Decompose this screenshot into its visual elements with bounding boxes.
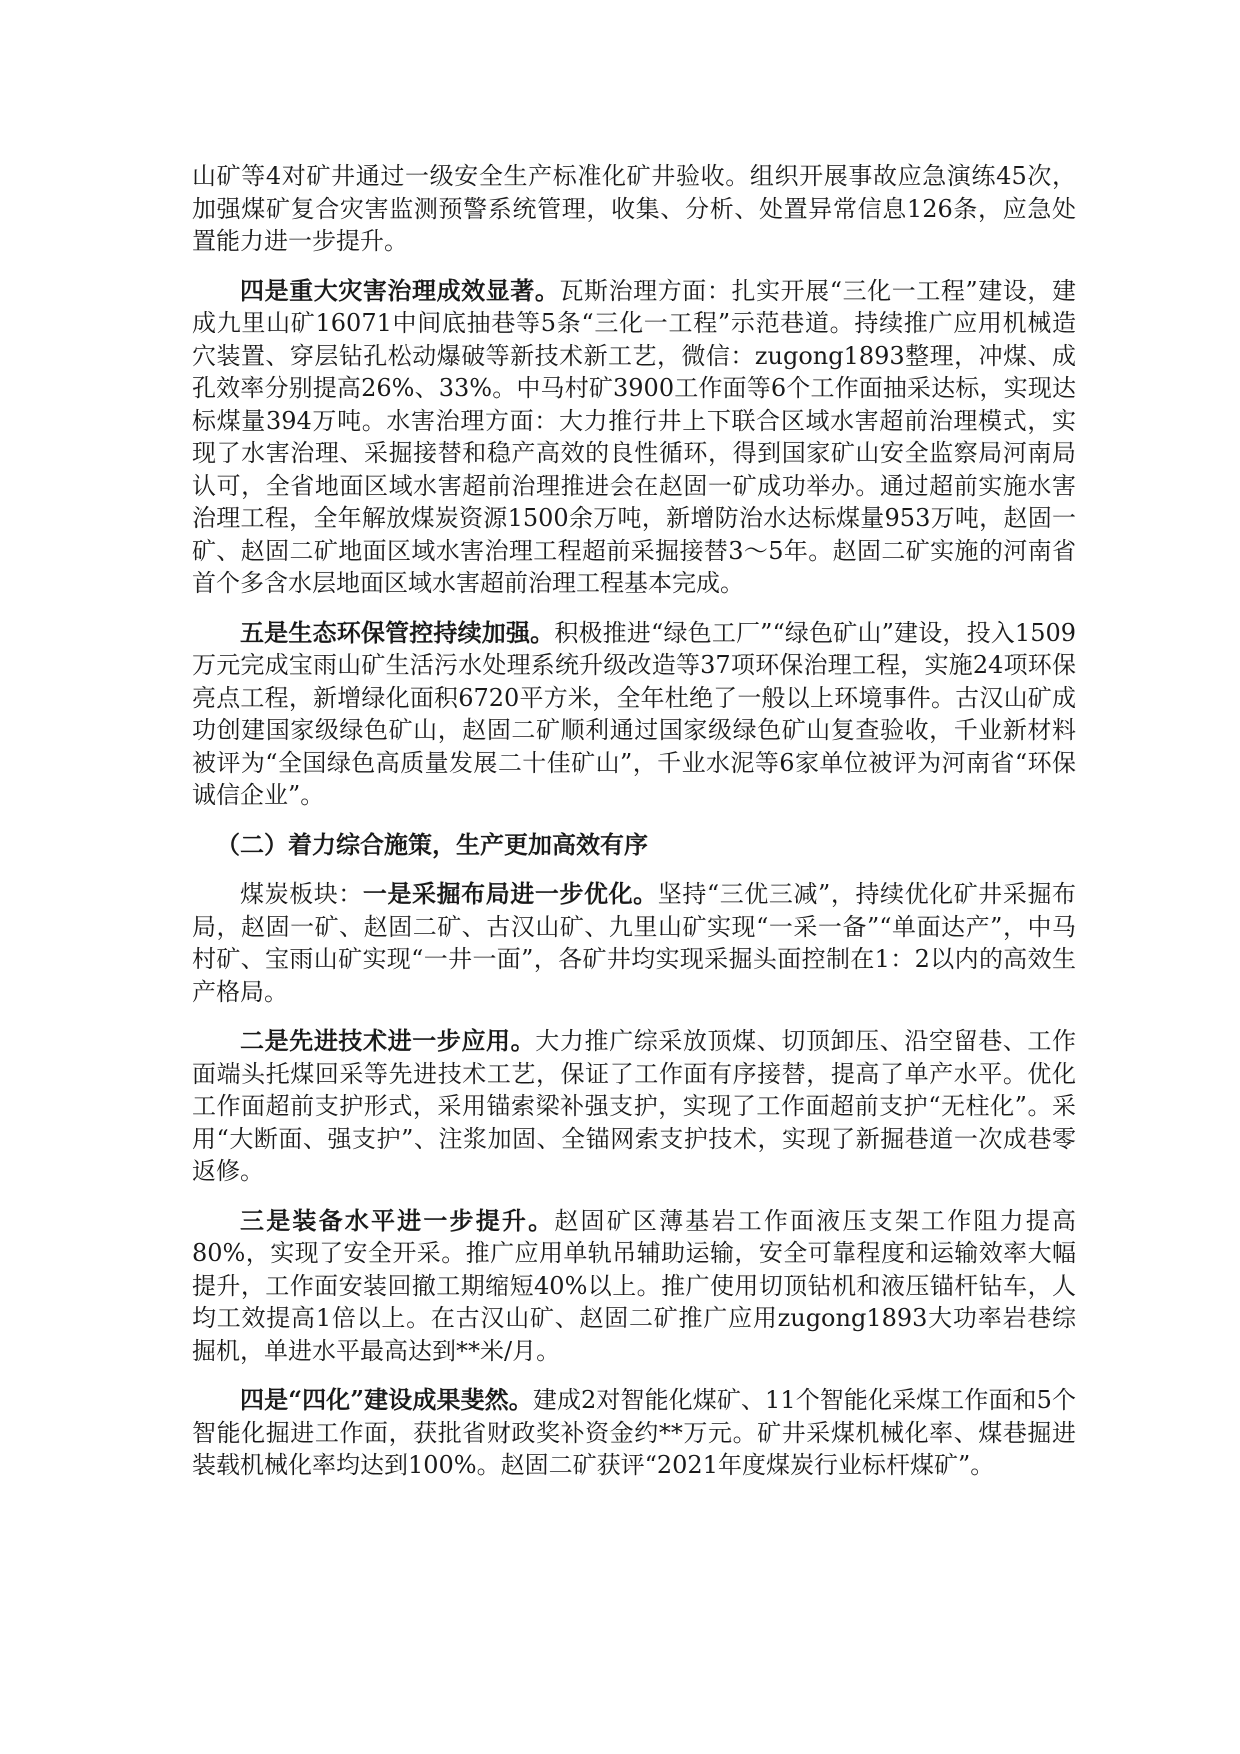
paragraph-lead: 三是装备水平进一步提升。 bbox=[240, 1205, 555, 1235]
paragraph-lead: 二是先进技术进一步应用。 bbox=[240, 1026, 536, 1055]
document-body bbox=[192, 160, 1076, 1499]
paragraph-text: 赵固矿区薄基岩工作面液压支架工作阻力提高80%，实现了安全开采。推广应用单轨吊辅助运输，安全可靠程度和运输效率大幅提升，工作面安装回撤工期缩短40%以上。推广使用切顶钻机和液压锚杆钻车，人均工效提高1倍以上。在古汉山矿、赵固二矿推广应用zugong1893大功率岩巷综掘机，单进水平最高达到**米/月。 bbox=[192, 1206, 1077, 1365]
paragraph-mining-layout bbox=[192, 878, 1076, 1008]
paragraph-text: 瓦斯治理方面：扎实开展“三化一工程”建设，建成九里山矿16071中间底抽巷等5条“三化一工程”示范巷道。持续推广应用机械造穴装置、穿层钻孔松动爆破等新技术新工艺，微信：zugong1893整理，冲煤、成孔效率分别提高26%、33%。中马村矿3900工作面等6个工作面抽采达标，实现达标煤量394万吨。水害治理方面：大力推行井上下联合区域水害超前治理模式，实现了水害治理、采掘接替和稳产高效的良性循环，得到国家矿山安全监察局河南局认可，全省地面区域水害超前治理推进会在赵固一矿成功举办。通过超前实施水害治理工程，全年解放煤炭资源1500余万吨，新增防治水达标煤量953万吨，赵固一矿、赵固二矿地面区域水害治理工程超前采掘接替3～5年。赵固二矿实施的河南省首个多含水层地面区域水害超前治理工程基本完成。 bbox=[192, 276, 1076, 597]
paragraph-text: 积极推进“绿色工厂”“绿色矿山”建设，投入1509万元完成宝雨山矿生活污水处理系统升级改造等37项环保治理工程，实施24项环保亮点工程，新增绿化面积6720平方米，全年杜绝了一般以上环境事件。古汉山矿成功创建国家级绿色矿山，赵固二矿顺利通过国家级绿色矿山复查验收，千业新材料被评为“全国绿色高质量发展二十佳矿山”，千业水泥等6家单位被评为河南省“环保诚信企业”。 bbox=[192, 618, 1077, 809]
paragraph-lead: 四是“四化”建设成果斐然。 bbox=[240, 1385, 533, 1414]
paragraph-lead: 四是重大灾害治理成效显著。 bbox=[240, 275, 560, 305]
paragraph-text: 山矿等4对矿井通过一级安全生产标准化矿井验收。组织开展事故应急演练45次，加强煤矿复合灾害监测预警系统管理，收集、分析、处置异常信息126条，应急处置能力进一步提升。 bbox=[192, 162, 1076, 255]
section-heading: （二）着力综合施策，生产更加高效有序 bbox=[216, 829, 648, 859]
paragraph-lead: 五是生态环保管控持续加强。 bbox=[240, 617, 555, 647]
paragraph-text: 建成2对智能化煤矿、11个智能化采煤工作面和5个智能化掘进工作面，获批省财政奖补资金约**万元。矿井采煤机械化率、煤巷掘进装载机械化率均达到100%。赵固二矿获评“2021年度煤炭行业标杆煤矿”。 bbox=[192, 1386, 1077, 1479]
paragraph-disaster-control bbox=[192, 275, 1076, 600]
paragraph-safety-continuation bbox=[192, 160, 1076, 258]
paragraph-lead: 一是采掘布局进一步优化。 bbox=[362, 879, 658, 908]
paragraph-text: 大力推广综采放顶煤、切顶卸压、沿空留巷、工作面端头托煤回采等先进技术工艺，保证了工作面有序接替，提高了单产水平。优化工作面超前支护形式，采用锚索梁补强支护，实现了工作面超前支护“无柱化”。采用“大断面、强支护”、注浆加固、全锚网索支护技术，实现了新掘巷道一次成巷零返修。 bbox=[192, 1027, 1077, 1185]
paragraph-advanced-technology bbox=[192, 1025, 1076, 1188]
paragraph-environment bbox=[192, 617, 1076, 812]
paragraph-four-modernizations bbox=[192, 1384, 1076, 1482]
paragraph-equipment bbox=[192, 1205, 1076, 1368]
paragraph-prefix: 煤炭板块： bbox=[240, 880, 363, 908]
paragraph-text: 坚持“三优三减”，持续优化矿井采掘布局，赵固一矿、赵固二矿、古汉山矿、九里山矿实现“一采一备”“单面达产”，中马村矿、宝雨山矿实现“一井一面”，各矿井均实现采掘头面控制在1：2以内的高效生产格局。 bbox=[192, 880, 1077, 1006]
